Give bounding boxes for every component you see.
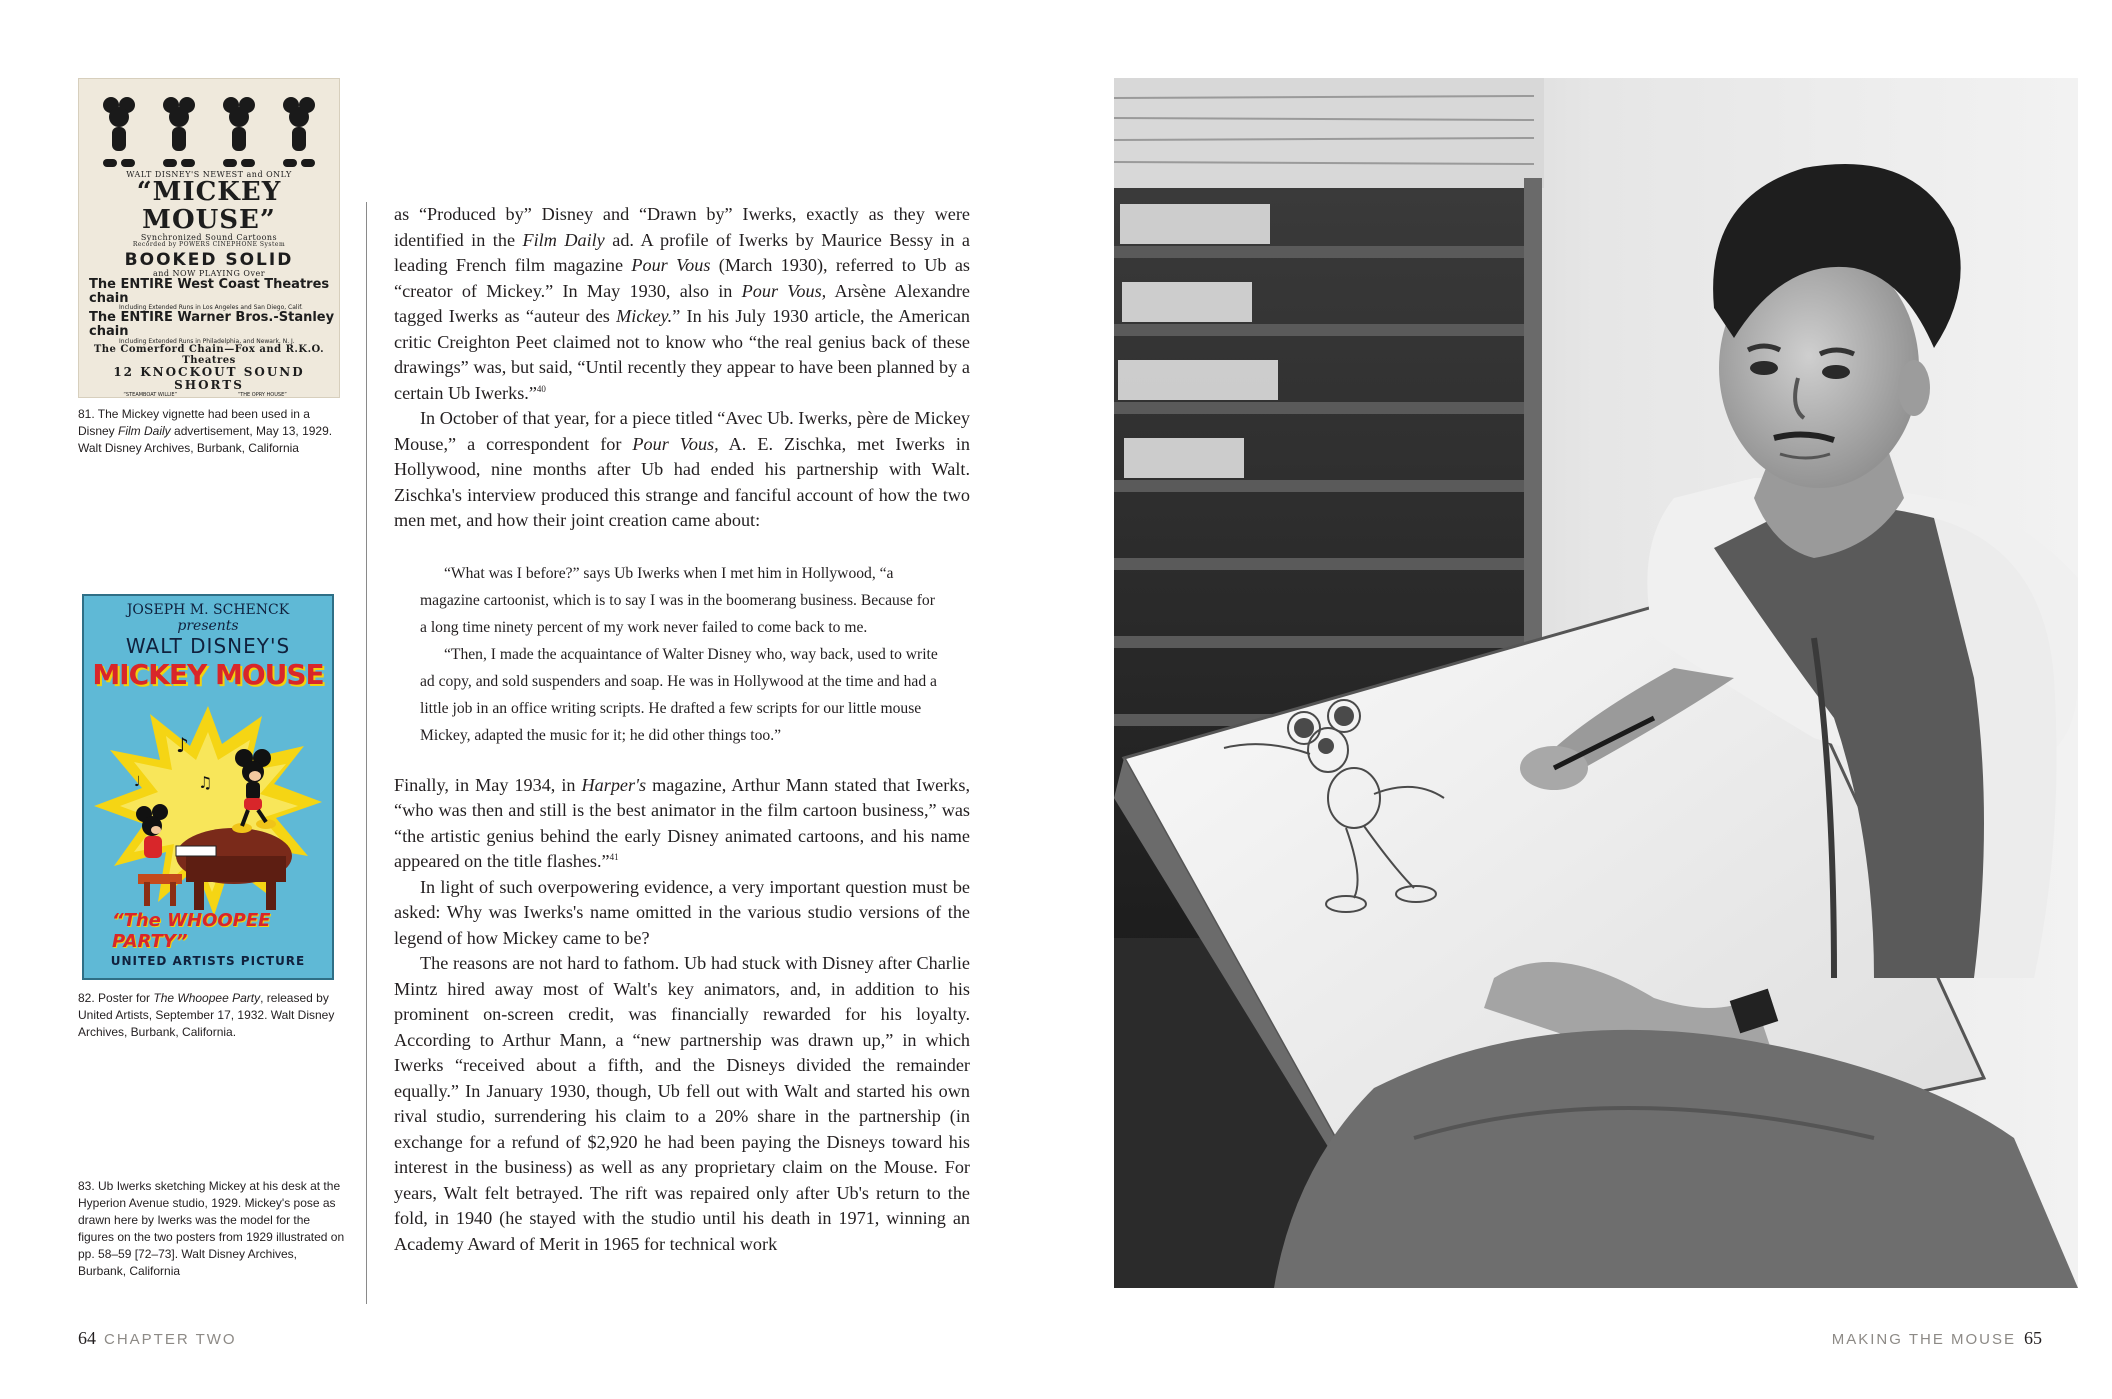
body-text-column <box>394 202 970 1257</box>
poster-note: Including Extended Runs in Los Angeles and San Diego, Calif. <box>119 304 303 312</box>
poster-subtitle: “The WHOOPEE PARTY” <box>112 910 271 952</box>
right-folio <box>1832 1328 2042 1349</box>
footnote-ref: 40 <box>536 383 546 394</box>
figure-83-caption: 83. Ub Iwerks sketching Mickey at his desk at the Hyperion Avenue studio, 1929. Mickey's pose as drawn here by Iwerks was the model for the figures on the two posters from 1929 illustrated on pp. 58–59 [72–73]. Walt Disney Archives, Burbank, California <box>78 1179 345 1278</box>
poster-line: WALT DISNEY'S NEWEST and ONLY <box>126 170 292 179</box>
poster-chain: The ENTIRE West Coast Theatres chain <box>89 276 330 306</box>
column-divider <box>366 202 367 1304</box>
poster-title: MICKEY MOUSE <box>92 658 324 691</box>
left-folio <box>78 1328 237 1349</box>
paragraph-2: In October of that year, for a piece titled “Avec Ub. Iwerks, père de Mickey Mouse,” a correspondent for Pour Vous, A. E. Zischka, met Iwerks in Hollywood, nine months after Ub had ended his partnership with Walt. Zischka's interview produced this strange and fanciful account of how the two men met, and how their joint creation came about: <box>394 408 971 530</box>
poster-booked: BOOKED SOLID <box>124 249 294 270</box>
poster-knockout: 12 KNOCKOUT SOUND SHORTS <box>113 365 305 392</box>
poster-film: “THE OPRY HOUSE” <box>237 392 287 398</box>
poster-footer: UNITED ARTISTS PICTURE <box>110 954 306 968</box>
mickey-figure-icon <box>219 97 259 167</box>
poster-line: Recorded by POWERS CINEPHONE System <box>132 241 286 249</box>
figure-81-caption: 81. The Mickey vignette had been used in a Disney Film Daily advertisement, May 13, 1929. Walt Disney Archives, Burbank, California <box>78 407 333 455</box>
svg-text:♩: ♩ <box>134 774 141 790</box>
svg-text:♫: ♫ <box>198 773 213 792</box>
poster-chain: The ENTIRE Warner Bros.-Stanley chain <box>89 310 335 340</box>
svg-text:♪: ♪ <box>176 733 189 757</box>
poster-chain: The Comerford Chain—Fox and R.K.O. Theatres <box>93 344 325 366</box>
footnote-ref: 41 <box>609 851 619 862</box>
paragraph-5: The reasons are not hard to fathom. Ub had stuck with Disney after Charlie Mintz hired away most of Walt's key animators, and, in addition to his prominent on-screen credit, was financially rewarded for his loyalty. According to Arthur Mann, a “new partnership was drawn up,” in which Iwerks “received about a fifth, and the Disneys divided the remainder equally.” In January 1930, though, Ub fell out with Walt and started his own rival studio, surrendering his claim to a 20% share in the partnership (in exchange for a refund of $2,920 he had been paying the Disneys toward his interest in the business) as well as any proprietary claim on the Mouse. For years, Walt felt betrayed. The rift was repaired only after Ub's return to the fold, in 1940 (he stayed with the studio until his death in 1971, winning an Academy Award of Merit in 1965 for technical work <box>394 953 970 1254</box>
paragraph-1: as “Produced by” Disney and “Drawn by” Iwerks, exactly as they were identified in the Film Daily ad. A profile of Iwerks by Maurice Bessy in a leading French film magazine Pour Vous (March 1930), referred to Ub as “creator of Mickey.” In May 1930, also in Pour Vous, Arsène Alexandre tagged Iwerks as “auteur des Mickey.” In his July 1930 article, the American critic Creighton Peet claimed not to know who “the real genius back of these drawings” was, but said, “Until recently they appear to have been planned by a certain Ub Iwerks.”$^{40}$ <box>394 204 970 403</box>
poster-note: Including Extended Runs in Philadelphia, and Newark, N. J. <box>119 337 295 345</box>
paragraph-4: In light of such overpowering evidence, a very important question must be asked: Why was Iwerks's name omitted in the various studio versions of the legend of how Mickey came to be? <box>394 876 970 948</box>
poster-illustration-image <box>94 706 322 916</box>
mickey-figure-icon <box>279 97 319 167</box>
mickey-figure-icon <box>99 97 139 167</box>
mickey-vignette-image <box>79 79 339 171</box>
iwerks-sketching-photo <box>1114 78 2078 1288</box>
poster-film-list <box>79 391 339 398</box>
poster-walt-disneys: WALT DISNEY'S <box>125 634 291 658</box>
mickey-figure-icon <box>159 97 199 167</box>
poster-line: and NOW PLAYING Over <box>152 268 266 278</box>
figure-83-photo-image <box>1114 78 2078 1288</box>
chapter-label: MAKING THE MOUSE <box>1831 1331 2016 1348</box>
poster-title: “MICKEY MOUSE” <box>136 177 282 235</box>
poster-film: “STEAMBOAT WILLIE” <box>123 392 178 398</box>
chapter-label: CHAPTER TWO <box>104 1331 237 1348</box>
figure-82-caption: 82. Poster for The Whoopee Party, released by United Artists, September 17, 1932. Walt Disney Archives, Burbank, California. <box>78 991 335 1039</box>
figure-82-poster-image <box>82 594 334 980</box>
figure-81-ad-image <box>78 78 340 398</box>
poster-presents: presents <box>177 618 239 634</box>
quote-paragraph-2: “Then, I made the acquaintance of Walter Disney who, way back, used to write ad copy, and sold suspenders and soap. He was in Hollywood at the time and had a little job in an office writing scripts. He drafted a few scripts for our little mouse Mickey, adapted the music for it; he did other things too.” <box>420 645 938 744</box>
quote-paragraph-1: “What was I before?” says Ub Iwerks when I met him in Hollywood, “a magazine cartoonist, which is to say I was in the boomerang business. Because for a long time ninety percent of my work never failed to come back to me. <box>420 564 935 636</box>
poster-presenter: JOSEPH M. SCHENCK <box>126 602 290 618</box>
block-quote <box>420 560 944 749</box>
paragraph-3: Finally, in May 1934, in Harper's magazine, Arthur Mann stated that Iwerks, “who was then and still is the best animator in the film cartoon business,” was “the artistic genius behind the early Disney animated cartoons, and his name appeared on the title flashes.”$^{41}$ <box>394 774 971 871</box>
poster-line: Synchronized Sound Cartoons <box>140 232 278 242</box>
page-number-right: 65 <box>2024 1328 2042 1348</box>
page-number-left: 64 <box>78 1328 96 1348</box>
